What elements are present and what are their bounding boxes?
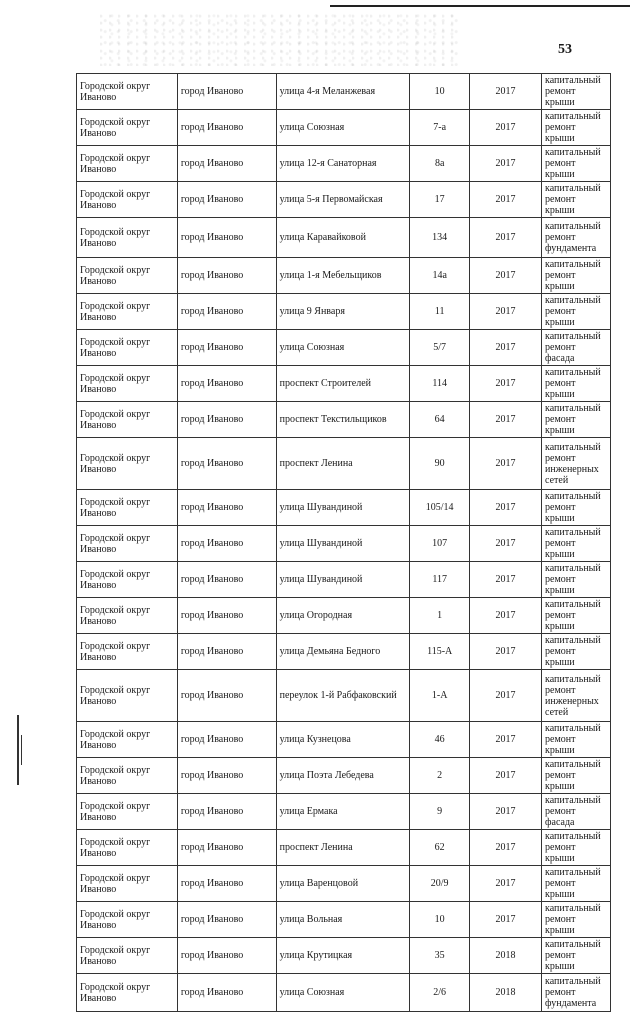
table-row (77, 182, 611, 218)
table-row (77, 258, 611, 294)
work-type-cell: капитальный ремонт крыши (542, 258, 611, 294)
table-row (77, 830, 611, 866)
district-cell: Городской округ Иваново (77, 490, 178, 526)
work-type-cell: капитальный ремонт крыши (542, 146, 611, 182)
table-row (77, 330, 611, 366)
house-number-cell: 46 (410, 722, 470, 758)
city-cell: город Иваново (177, 866, 276, 902)
district-cell: Городской округ Иваново (77, 182, 178, 218)
work-type-cell: капитальный ремонт фасада (542, 794, 611, 830)
street-cell: улица 5-я Первомайская (276, 182, 410, 218)
house-number-cell: 1 (410, 598, 470, 634)
street-cell: улица Шувандиной (276, 526, 410, 562)
city-cell: город Иваново (177, 218, 276, 258)
year-cell: 2017 (470, 110, 542, 146)
city-cell: город Иваново (177, 330, 276, 366)
street-cell: улица 12-я Санаторная (276, 146, 410, 182)
year-cell: 2017 (470, 598, 542, 634)
table-row (77, 938, 611, 974)
house-number-cell: 14а (410, 258, 470, 294)
street-cell: проспект Ленина (276, 830, 410, 866)
table-row (77, 294, 611, 330)
year-cell: 2017 (470, 490, 542, 526)
district-cell: Городской округ Иваново (77, 866, 178, 902)
table-row (77, 902, 611, 938)
district-cell: Городской округ Иваново (77, 670, 178, 722)
district-cell: Городской округ Иваново (77, 794, 178, 830)
city-cell: город Иваново (177, 634, 276, 670)
house-number-cell: 90 (410, 438, 470, 490)
city-cell: город Иваново (177, 438, 276, 490)
district-cell: Городской округ Иваново (77, 634, 178, 670)
work-type-cell: капитальный ремонт крыши (542, 598, 611, 634)
work-type-cell: капитальный ремонт фундамента (542, 974, 611, 1012)
year-cell: 2017 (470, 526, 542, 562)
city-cell: город Иваново (177, 490, 276, 526)
house-number-cell: 2/6 (410, 974, 470, 1012)
street-cell: проспект Строителей (276, 366, 410, 402)
street-cell: улица Союзная (276, 110, 410, 146)
year-cell: 2017 (470, 902, 542, 938)
street-cell: улица Ермака (276, 794, 410, 830)
work-type-cell: капитальный ремонт крыши (542, 182, 611, 218)
district-cell: Городской округ Иваново (77, 938, 178, 974)
street-cell: улица Демьяна Бедного (276, 634, 410, 670)
year-cell: 2017 (470, 218, 542, 258)
house-number-cell: 17 (410, 182, 470, 218)
year-cell: 2017 (470, 402, 542, 438)
city-cell: город Иваново (177, 562, 276, 598)
city-cell: город Иваново (177, 294, 276, 330)
street-cell: улица 1-я Мебельщиков (276, 258, 410, 294)
district-cell: Городской округ Иваново (77, 830, 178, 866)
margin-mark (21, 735, 22, 765)
city-cell: город Иваново (177, 722, 276, 758)
city-cell: город Иваново (177, 902, 276, 938)
work-type-cell: капитальный ремонт крыши (542, 634, 611, 670)
work-type-cell: капитальный ремонт крыши (542, 366, 611, 402)
street-cell: улица Шувандиной (276, 562, 410, 598)
city-cell: город Иваново (177, 402, 276, 438)
district-cell: Городской округ Иваново (77, 526, 178, 562)
table-row (77, 866, 611, 902)
district-cell: Городской округ Иваново (77, 366, 178, 402)
year-cell: 2017 (470, 438, 542, 490)
work-type-cell: капитальный ремонт крыши (542, 758, 611, 794)
work-type-cell: капитальный ремонт крыши (542, 110, 611, 146)
year-cell: 2017 (470, 722, 542, 758)
year-cell: 2017 (470, 294, 542, 330)
city-cell: город Иваново (177, 794, 276, 830)
table-row (77, 146, 611, 182)
street-cell: проспект Текстильщиков (276, 402, 410, 438)
work-type-cell: капитальный ремонт крыши (542, 938, 611, 974)
street-cell: улица Крутицкая (276, 938, 410, 974)
top-rule (330, 5, 630, 7)
city-cell: город Иваново (177, 182, 276, 218)
house-number-cell: 134 (410, 218, 470, 258)
house-number-cell: 11 (410, 294, 470, 330)
work-type-cell: капитальный ремонт крыши (542, 830, 611, 866)
district-cell: Городской округ Иваново (77, 598, 178, 634)
city-cell: город Иваново (177, 110, 276, 146)
work-type-cell: капитальный ремонт инженерных сетей (542, 670, 611, 722)
table-row (77, 634, 611, 670)
house-number-cell: 62 (410, 830, 470, 866)
table-row (77, 366, 611, 402)
year-cell: 2017 (470, 74, 542, 110)
house-number-cell: 10 (410, 74, 470, 110)
house-number-cell: 10 (410, 902, 470, 938)
district-cell: Городской округ Иваново (77, 258, 178, 294)
street-cell: улица Поэта Лебедева (276, 758, 410, 794)
year-cell: 2017 (470, 830, 542, 866)
year-cell: 2017 (470, 330, 542, 366)
city-cell: город Иваново (177, 598, 276, 634)
work-type-cell: капитальный ремонт крыши (542, 562, 611, 598)
district-cell: Городской округ Иваново (77, 902, 178, 938)
table-body (77, 74, 611, 1012)
table-row (77, 974, 611, 1012)
house-number-cell: 9 (410, 794, 470, 830)
street-cell: улица Союзная (276, 974, 410, 1012)
table-row (77, 758, 611, 794)
work-type-cell: капитальный ремонт крыши (542, 866, 611, 902)
street-cell: улица Шувандиной (276, 490, 410, 526)
table-row (77, 526, 611, 562)
work-type-cell: капитальный ремонт фундамента (542, 218, 611, 258)
house-number-cell: 107 (410, 526, 470, 562)
street-cell: улица Варенцовой (276, 866, 410, 902)
year-cell: 2017 (470, 634, 542, 670)
street-cell: улица Каравайковой (276, 218, 410, 258)
table-row (77, 722, 611, 758)
street-cell: улица 9 Января (276, 294, 410, 330)
year-cell: 2017 (470, 182, 542, 218)
city-cell: город Иваново (177, 526, 276, 562)
year-cell: 2017 (470, 794, 542, 830)
year-cell: 2017 (470, 758, 542, 794)
table-row (77, 218, 611, 258)
house-number-cell: 5/7 (410, 330, 470, 366)
year-cell: 2017 (470, 562, 542, 598)
street-cell: улица 4-я Меланжевая (276, 74, 410, 110)
city-cell: город Иваново (177, 974, 276, 1012)
year-cell: 2017 (470, 670, 542, 722)
table-row (77, 402, 611, 438)
district-cell: Городской округ Иваново (77, 330, 178, 366)
district-cell: Городской округ Иваново (77, 218, 178, 258)
city-cell: город Иваново (177, 670, 276, 722)
table-row (77, 438, 611, 490)
district-cell: Городской округ Иваново (77, 758, 178, 794)
street-cell: переулок 1-й Рабфаковский (276, 670, 410, 722)
work-type-cell: капитальный ремонт крыши (542, 402, 611, 438)
district-cell: Городской округ Иваново (77, 562, 178, 598)
table-row (77, 74, 611, 110)
work-type-cell: капитальный ремонт крыши (542, 74, 611, 110)
work-type-cell: капитальный ремонт крыши (542, 490, 611, 526)
year-cell: 2017 (470, 866, 542, 902)
house-number-cell: 35 (410, 938, 470, 974)
house-number-cell: 117 (410, 562, 470, 598)
work-type-cell: капитальный ремонт крыши (542, 722, 611, 758)
street-cell: улица Огородная (276, 598, 410, 634)
page-number: 53 (558, 42, 572, 57)
scan-artifact (100, 14, 460, 66)
street-cell: улица Союзная (276, 330, 410, 366)
work-type-cell: капитальный ремонт крыши (542, 902, 611, 938)
district-cell: Городской округ Иваново (77, 974, 178, 1012)
table-row (77, 490, 611, 526)
year-cell: 2017 (470, 146, 542, 182)
district-cell: Городской округ Иваново (77, 438, 178, 490)
district-cell: Городской округ Иваново (77, 294, 178, 330)
district-cell: Городской округ Иваново (77, 402, 178, 438)
work-type-cell: капитальный ремонт фасада (542, 330, 611, 366)
house-number-cell: 115-А (410, 634, 470, 670)
repair-schedule-table (76, 73, 611, 1012)
house-number-cell: 7-а (410, 110, 470, 146)
house-number-cell: 1-А (410, 670, 470, 722)
city-cell: город Иваново (177, 146, 276, 182)
year-cell: 2018 (470, 938, 542, 974)
work-type-cell: капитальный ремонт инженерных сетей (542, 438, 611, 490)
house-number-cell: 114 (410, 366, 470, 402)
district-cell: Городской округ Иваново (77, 74, 178, 110)
street-cell: улица Вольная (276, 902, 410, 938)
city-cell: город Иваново (177, 366, 276, 402)
district-cell: Городской округ Иваново (77, 110, 178, 146)
house-number-cell: 2 (410, 758, 470, 794)
margin-mark (17, 715, 19, 785)
street-cell: проспект Ленина (276, 438, 410, 490)
house-number-cell: 20/9 (410, 866, 470, 902)
district-cell: Городской округ Иваново (77, 146, 178, 182)
year-cell: 2018 (470, 974, 542, 1012)
work-type-cell: капитальный ремонт крыши (542, 294, 611, 330)
city-cell: город Иваново (177, 938, 276, 974)
house-number-cell: 64 (410, 402, 470, 438)
table-row (77, 598, 611, 634)
table-row (77, 670, 611, 722)
year-cell: 2017 (470, 366, 542, 402)
year-cell: 2017 (470, 258, 542, 294)
district-cell: Городской округ Иваново (77, 722, 178, 758)
work-type-cell: капитальный ремонт крыши (542, 526, 611, 562)
city-cell: город Иваново (177, 258, 276, 294)
table-row (77, 794, 611, 830)
table-row (77, 110, 611, 146)
house-number-cell: 105/14 (410, 490, 470, 526)
table-row (77, 562, 611, 598)
city-cell: город Иваново (177, 758, 276, 794)
city-cell: город Иваново (177, 74, 276, 110)
city-cell: город Иваново (177, 830, 276, 866)
street-cell: улица Кузнецова (276, 722, 410, 758)
house-number-cell: 8а (410, 146, 470, 182)
